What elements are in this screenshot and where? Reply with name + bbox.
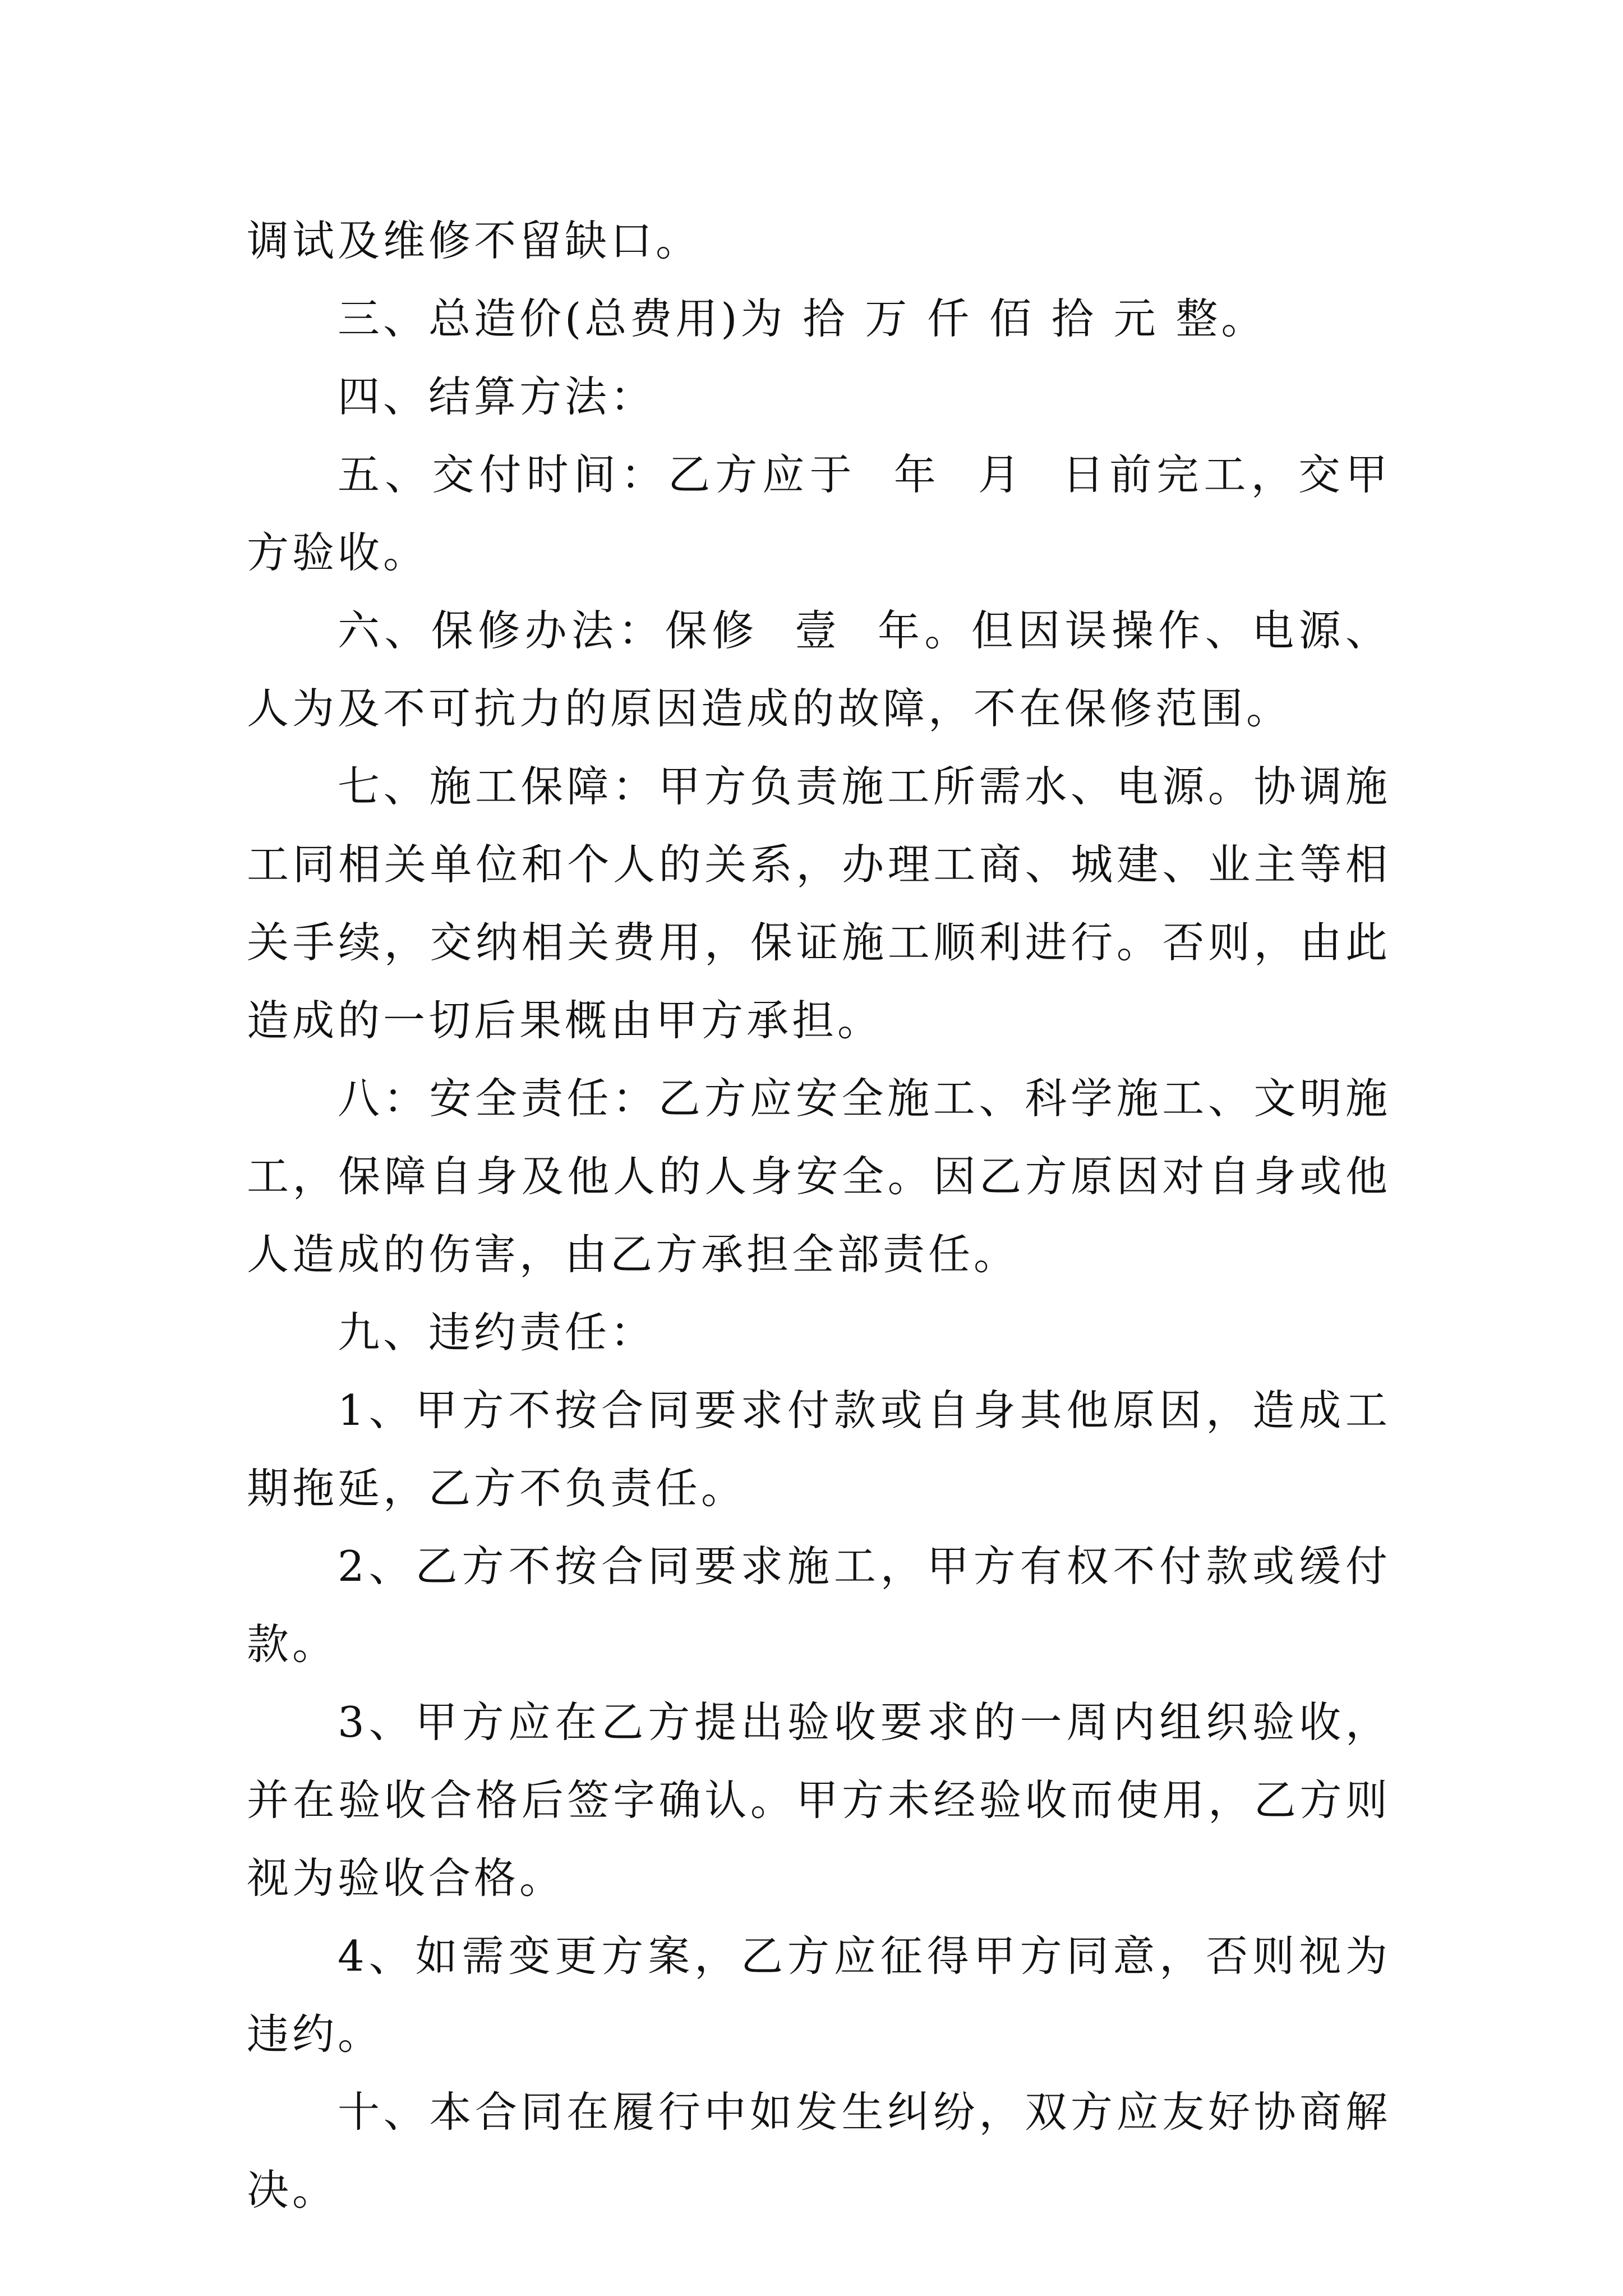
- paragraph-breach-item-3: 3、甲方应在乙方提出验收要求的一周内组织验收，并在验收合格后签字确认。甲方未经验收而使用，乙方则视为验收合格。: [247, 1697, 1391, 1903]
- paragraph-breach-item-1: 1、甲方不按合同要求付款或自身其他原因，造成工期拖延，乙方不负责任。: [247, 1386, 1391, 1513]
- paragraph-clause-9-breach: 九、违约责任：: [338, 1308, 656, 1357]
- paragraph-clause-continuation: 调试及维修不留缺口。: [247, 216, 702, 265]
- paragraph-clause-8-safety: 八：安全责任：乙方应安全施工、科学施工、文明施工，保障自身及他人的人身安全。因乙方原因对自身或他人造成的伤害，由乙方承担全部责任。: [247, 1074, 1391, 1279]
- paragraph-clause-3-total-cost: 三、总造价(总费用)为 拾 万 仟 佰 拾 元 整。: [338, 294, 1267, 343]
- contract-body: [247, 202, 1391, 2229]
- paragraph-clause-6-warranty: 六、保修办法：保修 壹 年。但因误操作、电源、人为及不可抗力的原因造成的故障，不在保修范围。: [247, 606, 1391, 733]
- paragraph-clause-4-settlement: 四、结算方法：: [338, 372, 656, 421]
- paragraph-clause-5-delivery-time: 五、交付时间：乙方应于 年 月 日前完工，交甲方验收。: [247, 450, 1391, 577]
- paragraph-clause-7-construction-guarantee: 七、施工保障：甲方负责施工所需水、电源。协调施工同相关单位和个人的关系，办理工商、城建、业主等相关手续，交纳相关费用，保证施工顺利进行。否则，由此造成的一切后果概由甲方承担。: [247, 762, 1391, 1045]
- paragraph-breach-item-2: 2、乙方不按合同要求施工，甲方有权不付款或缓付款。: [247, 1542, 1391, 1669]
- paragraph-breach-item-4: 4、如需变更方案，乙方应征得甲方同意，否则视为违约。: [247, 1931, 1391, 2059]
- paragraph-clause-10-disputes: 十、本合同在履行中如发生纠纷，双方应友好协商解决。: [247, 2087, 1391, 2215]
